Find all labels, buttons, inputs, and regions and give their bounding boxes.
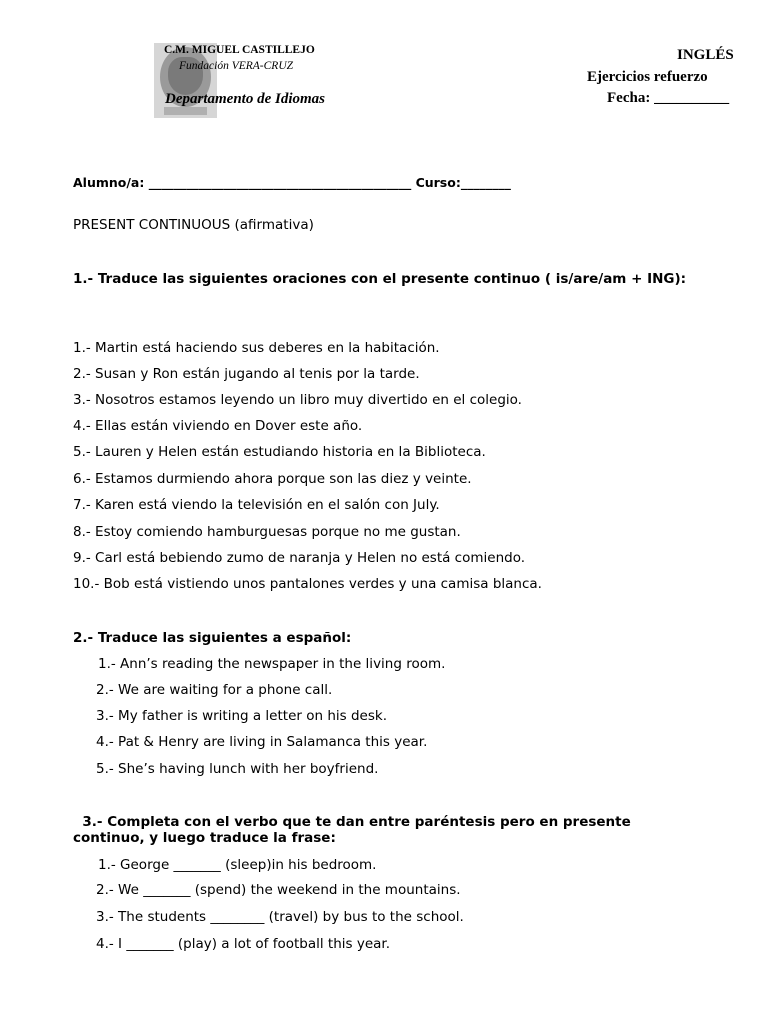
section1-item: 3.- Nosotros estamos leyendo un libro muy divertido en el colegio. bbox=[73, 392, 522, 408]
section2-item: 4.- Pat & Henry are living in Salamanca this year. bbox=[96, 734, 428, 750]
section1-item: 1.- Martin está haciendo sus deberes en la habitación. bbox=[73, 340, 440, 356]
section2-item: 3.- My father is writing a letter on his desk. bbox=[96, 708, 387, 724]
section1-item: 8.- Estoy comiendo hamburguesas porque no me gustan. bbox=[73, 524, 461, 540]
section3-item: 2.- We _______ (spend) the weekend in the mountains. bbox=[96, 882, 461, 898]
section3-item: 4.- I _______ (play) a lot of football this year. bbox=[96, 936, 391, 952]
logo-base bbox=[164, 107, 207, 115]
student-name-course-line: Alumno/a: __________________________________________ Curso:________ bbox=[73, 175, 511, 190]
section3-title: 3.- Completa con el verbo que te dan entre paréntesis pero en presente continuo, y luego traduce la frase: bbox=[73, 814, 631, 846]
foundation-name: Fundación VERA-CRUZ bbox=[179, 60, 294, 72]
section2-item: 1.- Ann’s reading the newspaper in the living room. bbox=[98, 656, 446, 672]
topic-heading: PRESENT CONTINUOUS (afirmativa) bbox=[73, 217, 314, 233]
section1-item: 10.- Bob está vistiendo unos pantalones verdes y una camisa blanca. bbox=[73, 576, 542, 592]
section1-item: 5.- Lauren y Helen están estudiando historia en la Biblioteca. bbox=[73, 444, 486, 460]
section2-item: 5.- She’s having lunch with her boyfriend. bbox=[96, 761, 379, 777]
subject-title: INGLÉS bbox=[677, 47, 734, 63]
section3-item: 3.- The students ________ (travel) by bus to the school. bbox=[96, 909, 464, 925]
section1-title: 1.- Traduce las siguientes oraciones con el presente continuo ( is/are/am + ING): bbox=[73, 271, 687, 287]
section1-item: 9.- Carl está bebiendo zumo de naranja y Helen no está comiendo. bbox=[73, 550, 526, 566]
section1-item: 6.- Estamos durmiendo ahora porque son las diez y veinte. bbox=[73, 471, 472, 487]
section2-item: 2.- We are waiting for a phone call. bbox=[96, 682, 333, 698]
school-name: C.M. MIGUEL CASTILLEJO bbox=[164, 44, 315, 56]
section3-item: 1.- George _______ (sleep)in his bedroom. bbox=[98, 857, 377, 873]
worksheet-type: Ejercicios refuerzo bbox=[587, 69, 708, 85]
section2-title: 2.- Traduce las siguientes a español: bbox=[73, 630, 352, 646]
section1-item: 7.- Karen está viendo la televisión en el salón con July. bbox=[73, 497, 440, 513]
date-field: Fecha: __________ bbox=[607, 90, 730, 106]
section1-item: 2.- Susan y Ron están jugando al tenis por la tarde. bbox=[73, 366, 420, 382]
section1-item: 4.- Ellas están viviendo en Dover este año. bbox=[73, 418, 363, 434]
department-name: Departamento de Idiomas bbox=[165, 91, 325, 107]
